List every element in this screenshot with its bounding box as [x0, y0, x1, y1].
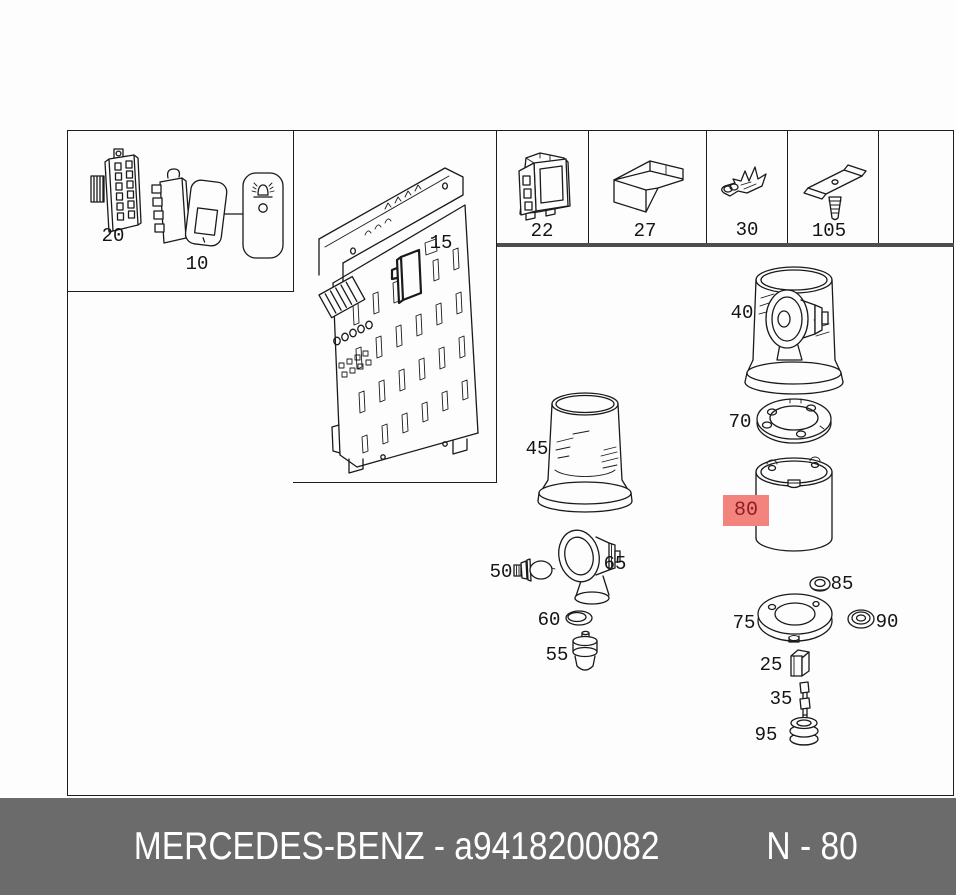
callout-85[interactable]: 85: [830, 573, 854, 595]
part-27-sleeve-drawing: [606, 150, 691, 220]
callout-35[interactable]: 35: [769, 688, 793, 710]
strip-cell-divider-4: [878, 131, 879, 243]
callout-75[interactable]: 75: [732, 612, 756, 634]
callout-40[interactable]: 40: [730, 302, 754, 324]
callout-60[interactable]: 60: [537, 609, 561, 631]
callout-105[interactable]: 105: [811, 220, 847, 242]
callout-55[interactable]: 55: [545, 644, 569, 666]
part-10-switch-drawing: [146, 164, 246, 259]
strip-bottom-divider: [497, 243, 954, 247]
callout-22[interactable]: 22: [530, 220, 554, 242]
part-30-terminal-drawing: [716, 160, 778, 205]
strip-cell-divider-2: [706, 131, 707, 243]
callout-45[interactable]: 45: [525, 438, 549, 460]
footer-ref-number: N - 80: [765, 824, 858, 868]
part-22-housing-drawing: [506, 146, 578, 231]
beacon-lamp-symbol-panel: [240, 170, 286, 262]
part-40-beacon-drawing: [744, 256, 848, 392]
part-75-base-ring-drawing: [755, 592, 843, 648]
strip-cell-divider-1: [588, 131, 589, 243]
callout-95[interactable]: 95: [754, 724, 778, 746]
callout-65[interactable]: 65: [603, 553, 627, 575]
callout-27[interactable]: 27: [633, 220, 657, 242]
part-55-socket-drawing: [566, 630, 608, 678]
callout-30[interactable]: 30: [735, 219, 759, 241]
part-95-grommet-stack-drawing: [784, 714, 826, 750]
callout-80-label: 80: [733, 499, 758, 522]
part-25-contact-drawing: [784, 647, 816, 683]
callout-70[interactable]: 70: [728, 411, 752, 433]
callout-50[interactable]: 50: [489, 561, 513, 583]
footer-brand-code: MERCEDES-BENZ - a9418200082: [134, 824, 660, 868]
part-105-clip-drawing: [798, 158, 870, 226]
fuse-box-drawing: [295, 135, 497, 480]
callout-20[interactable]: 20: [101, 225, 125, 247]
footer-bar: [0, 798, 956, 895]
strip-cell-divider-3: [787, 131, 788, 243]
callout-80-highlight[interactable]: [723, 495, 769, 526]
part-45-dome-drawing: [533, 382, 637, 514]
callout-10[interactable]: 10: [185, 253, 209, 275]
part-60-seal-drawing: [563, 608, 599, 630]
callout-25[interactable]: 25: [759, 654, 783, 676]
part-70-ring-drawing: [754, 396, 838, 448]
callout-90[interactable]: 90: [875, 611, 899, 633]
callout-15[interactable]: 15: [429, 232, 453, 254]
part-90-washer-drawing: [844, 606, 880, 634]
